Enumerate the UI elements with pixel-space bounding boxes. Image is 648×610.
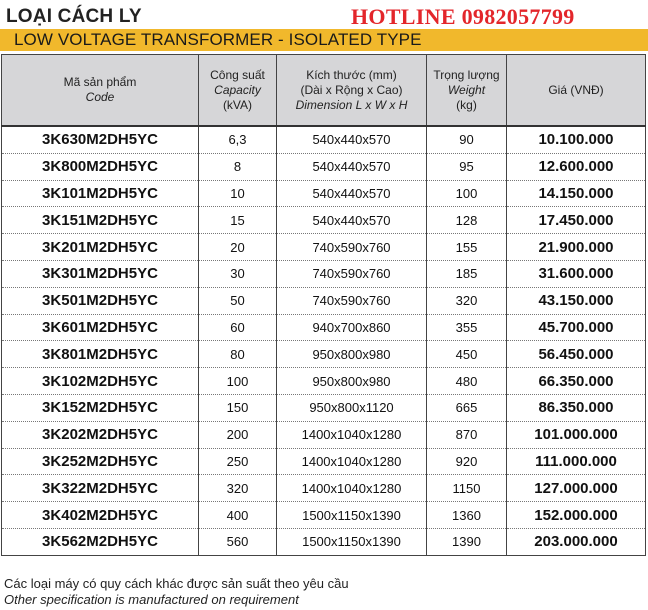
cell-capacity: 20 [199, 234, 277, 261]
cell-code: 3K800M2DH5YC [2, 153, 199, 180]
cell-code: 3K201M2DH5YC [2, 234, 199, 261]
cell-capacity: 100 [199, 368, 277, 395]
table-row [2, 394, 646, 421]
cell-dimension: 1400x1040x1280 [277, 475, 427, 502]
cell-code: 3K630M2DH5YC [2, 126, 199, 153]
table-row [2, 234, 646, 261]
cell-capacity: 200 [199, 421, 277, 448]
cell-dimension: 950x800x980 [277, 368, 427, 395]
cell-price: 86.350.000 [507, 394, 646, 421]
cell-dimension: 740x590x760 [277, 287, 427, 314]
cell-weight: 1360 [427, 502, 507, 529]
cell-capacity: 8 [199, 153, 277, 180]
cell-weight: 450 [427, 341, 507, 368]
cell-capacity: 150 [199, 394, 277, 421]
cell-price: 152.000.000 [507, 502, 646, 529]
cell-capacity: 560 [199, 528, 277, 555]
header-dimension: Kích thước (mm) (Dài x Rộng x Cao) Dimension L x W x H [277, 55, 427, 127]
cell-dimension: 940x700x860 [277, 314, 427, 341]
cell-capacity: 80 [199, 341, 277, 368]
cell-capacity: 30 [199, 260, 277, 287]
cell-weight: 185 [427, 260, 507, 287]
cell-price: 31.600.000 [507, 260, 646, 287]
price-table [1, 54, 646, 556]
section-banner [0, 29, 648, 51]
cell-weight: 1150 [427, 475, 507, 502]
hotline-text: HOTLINE 0982057799 [351, 4, 575, 29]
cell-code: 3K152M2DH5YC [2, 394, 199, 421]
table-row [2, 368, 646, 395]
table-row [2, 314, 646, 341]
cell-dimension: 1500x1150x1390 [277, 528, 427, 555]
cell-weight: 920 [427, 448, 507, 475]
cell-capacity: 6,3 [199, 126, 277, 153]
cell-dimension: 950x800x1120 [277, 394, 427, 421]
cell-price: 43.150.000 [507, 287, 646, 314]
cell-capacity: 50 [199, 287, 277, 314]
table-row [2, 502, 646, 529]
cell-weight: 100 [427, 180, 507, 207]
cell-code: 3K562M2DH5YC [2, 528, 199, 555]
cell-price: 10.100.000 [507, 126, 646, 153]
cell-price: 12.600.000 [507, 153, 646, 180]
cell-weight: 870 [427, 421, 507, 448]
cell-code: 3K101M2DH5YC [2, 180, 199, 207]
table-row [2, 180, 646, 207]
cell-dimension: 740x590x760 [277, 234, 427, 261]
footer-note-vi: Các loại máy có quy cách khác được sản suất theo yêu cầu [4, 576, 349, 591]
cell-price: 56.450.000 [507, 341, 646, 368]
table-row [2, 287, 646, 314]
cell-code: 3K102M2DH5YC [2, 368, 199, 395]
cell-price: 66.350.000 [507, 368, 646, 395]
cell-price: 21.900.000 [507, 234, 646, 261]
cell-code: 3K801M2DH5YC [2, 341, 199, 368]
header-weight: Trọng lượng Weight (kg) [427, 55, 507, 127]
table-row [2, 341, 646, 368]
cell-price: 101.000.000 [507, 421, 646, 448]
cell-price: 111.000.000 [507, 448, 646, 475]
cell-dimension: 1400x1040x1280 [277, 421, 427, 448]
cell-code: 3K322M2DH5YC [2, 475, 199, 502]
footer-note [4, 576, 349, 608]
cell-weight: 95 [427, 153, 507, 180]
table-row [2, 475, 646, 502]
cell-weight: 355 [427, 314, 507, 341]
cell-code: 3K151M2DH5YC [2, 207, 199, 234]
cell-code: 3K202M2DH5YC [2, 421, 199, 448]
cell-capacity: 10 [199, 180, 277, 207]
cell-code: 3K501M2DH5YC [2, 287, 199, 314]
footer-note-en: Other specification is manufactured on requirement [4, 592, 299, 607]
table-row [2, 448, 646, 475]
cell-dimension: 540x440x570 [277, 153, 427, 180]
cell-price: 17.450.000 [507, 207, 646, 234]
cell-price: 45.700.000 [507, 314, 646, 341]
cell-code: 3K252M2DH5YC [2, 448, 199, 475]
cell-code: 3K601M2DH5YC [2, 314, 199, 341]
cell-capacity: 60 [199, 314, 277, 341]
table-header-row [2, 55, 646, 127]
cell-dimension: 540x440x570 [277, 126, 427, 153]
cell-weight: 128 [427, 207, 507, 234]
table-row [2, 528, 646, 555]
header-code: Mã sản phẩm Code [2, 55, 199, 127]
cell-dimension: 1400x1040x1280 [277, 448, 427, 475]
table-row [2, 153, 646, 180]
cell-price: 127.000.000 [507, 475, 646, 502]
cell-weight: 480 [427, 368, 507, 395]
cell-code: 3K301M2DH5YC [2, 260, 199, 287]
cell-dimension: 950x800x980 [277, 341, 427, 368]
cell-code: 3K402M2DH5YC [2, 502, 199, 529]
cell-capacity: 320 [199, 475, 277, 502]
cell-capacity: 400 [199, 502, 277, 529]
header-capacity: Công suất Capacity (kVA) [199, 55, 277, 127]
table-row [2, 126, 646, 153]
cell-dimension: 540x440x570 [277, 207, 427, 234]
cell-price: 14.150.000 [507, 180, 646, 207]
cell-weight: 1390 [427, 528, 507, 555]
cell-weight: 90 [427, 126, 507, 153]
banner-title: LOW VOLTAGE TRANSFORMER - ISOLATED TYPE [14, 30, 422, 49]
cell-dimension: 1500x1150x1390 [277, 502, 427, 529]
cell-weight: 320 [427, 287, 507, 314]
table-row [2, 260, 646, 287]
cell-dimension: 740x590x760 [277, 260, 427, 287]
table-row [2, 421, 646, 448]
cell-dimension: 540x440x570 [277, 180, 427, 207]
cell-price: 203.000.000 [507, 528, 646, 555]
cell-capacity: 250 [199, 448, 277, 475]
cell-capacity: 15 [199, 207, 277, 234]
header-price: Giá (VNĐ) [507, 55, 646, 127]
cell-weight: 665 [427, 394, 507, 421]
cell-weight: 155 [427, 234, 507, 261]
table-row [2, 207, 646, 234]
page-title: LOẠI CÁCH LY [6, 6, 142, 27]
